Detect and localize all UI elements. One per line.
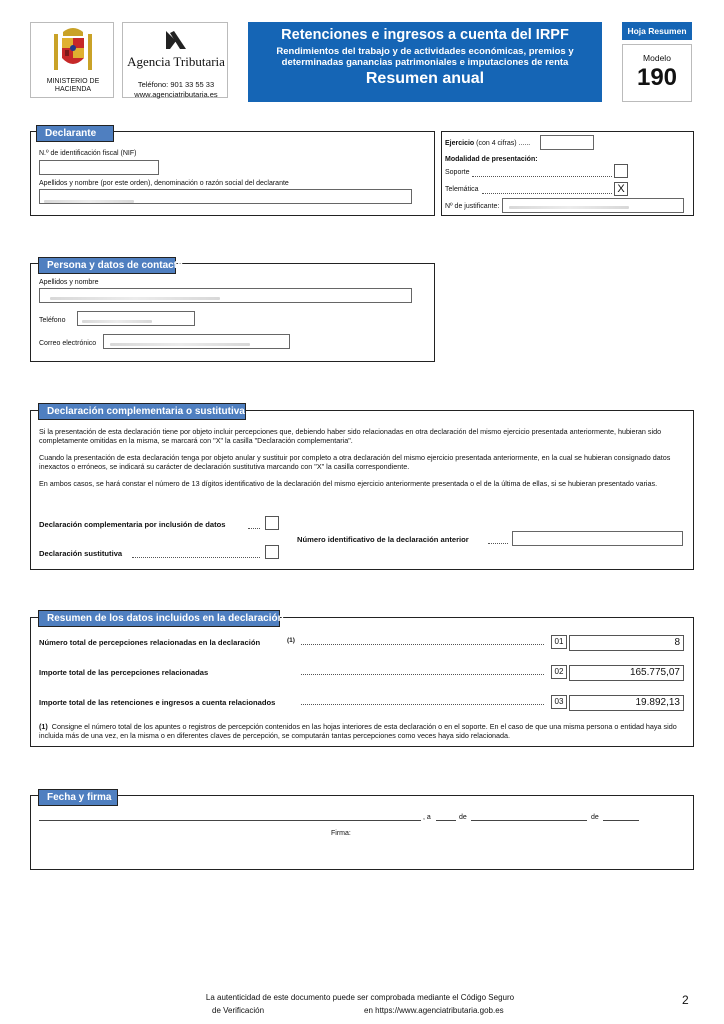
firma-section bbox=[30, 795, 694, 870]
model-box bbox=[622, 44, 692, 102]
justificante-field[interactable] bbox=[502, 198, 684, 213]
page-number: 2 bbox=[682, 993, 689, 1007]
firma-month-field[interactable] bbox=[471, 810, 587, 821]
contacto-email-label: Correo electrónico bbox=[39, 340, 97, 347]
ejercicio-section bbox=[441, 131, 694, 216]
contacto-email-field[interactable] bbox=[103, 334, 290, 349]
firma-label: Firma: bbox=[331, 830, 351, 837]
resumen-row-label: Importe total de las percepciones relacionadas bbox=[39, 668, 209, 677]
complementaria-checkbox[interactable] bbox=[265, 516, 279, 530]
agency-website: www.agenciatributaria.es bbox=[134, 90, 218, 99]
model-label: Modelo bbox=[643, 53, 671, 63]
resumen-row bbox=[31, 634, 695, 650]
firma-de-label-1: de bbox=[459, 814, 467, 821]
telematica-checkbox[interactable]: X bbox=[614, 182, 628, 196]
coat-of-arms-icon bbox=[51, 26, 95, 76]
agency-logo-icon bbox=[164, 29, 188, 51]
resumen-footnote: (1) Consigne el número total de los apuntes o registros de percepción contenidos en las hojas interiores de esta declaración o en el soporte. En el caso de que una misma persona o entidad haya sido incluida más de una vez, en la misma o en diferentes claves de percepción, se computarán tantas percepciones como veces haya sido relacionada. bbox=[39, 722, 677, 740]
prev-declaration-field[interactable] bbox=[512, 531, 683, 546]
nif-field[interactable] bbox=[39, 160, 159, 175]
resumen-row-note: (1) bbox=[287, 637, 295, 644]
resumen-row-code: 03 bbox=[551, 695, 567, 709]
complementaria-checkbox-label: Declaración complementaria por inclusión de datos bbox=[39, 520, 226, 529]
sheet-label: Hoja Resumen bbox=[622, 22, 692, 40]
resumen-row-value[interactable]: 8 bbox=[569, 635, 684, 651]
firma-tab: Fecha y firma bbox=[38, 789, 118, 806]
declarante-name-label: Apellidos y nombre (por este orden), denominación o razón social del declarante bbox=[39, 180, 289, 187]
resumen-tab: Resumen de los datos incluidos en la declaración bbox=[38, 610, 280, 627]
contacto-tab: Persona y datos de contacto bbox=[38, 257, 176, 274]
agency-name: Agencia Tributaria bbox=[127, 54, 225, 69]
form-subtitle-2: determinadas ganancias patrimoniales e imputaciones de renta bbox=[281, 57, 569, 68]
resumen-row-code: 01 bbox=[551, 635, 567, 649]
resumen-row-value[interactable]: 165.775,07 bbox=[569, 665, 684, 681]
ministry-logo-box bbox=[30, 22, 114, 98]
contacto-phone-label: Teléfono bbox=[39, 317, 66, 324]
resumen-row bbox=[31, 664, 695, 680]
resumen-row-value[interactable]: 19.892,13 bbox=[569, 695, 684, 711]
footer-verification-line1: La autenticidad de este documento puede ser comprobada mediante el Código Seguro bbox=[205, 993, 515, 1002]
sustitutiva-checkbox-label: Declaración sustitutiva bbox=[39, 549, 123, 558]
firma-de-label-2: de bbox=[591, 814, 599, 821]
footer-verification-line2b: en https://www.agenciatributaria.gob.es bbox=[364, 1006, 504, 1015]
form-title-summary: Resumen anual bbox=[365, 70, 485, 87]
complementaria-p2: Cuando la presentación de esta declaración tenga por objeto anular y sustituir por completo a otra declaración del mismo ejercicio presentada anteriormente, en la cual se hubieran consignado datos inexactos o erróneos, se indicará su carácter de declaración sustitutiva marcando con "X" la casilla correspondiente. bbox=[39, 453, 671, 471]
agency-phone: Teléfono: 901 33 55 33 bbox=[137, 80, 215, 89]
modalidad-label: Modalidad de presentación: bbox=[445, 156, 538, 163]
complementaria-p1: Si la presentación de esta declaración tiene por objeto incluir percepciones que, debiendo haber sido relacionadas en otra declaración del mismo ejercicio presentada anteriormente, hubieran sido completamente omitidas en la misma, se marcará con "X" la casilla "Declaración complementaria". bbox=[39, 427, 662, 445]
contacto-name-field[interactable] bbox=[39, 288, 412, 303]
ejercicio-label: Ejercicio (con 4 cifras) ...... bbox=[445, 140, 531, 147]
form-title: Retenciones e ingresos a cuenta del IRPF bbox=[281, 27, 569, 43]
contacto-section bbox=[30, 263, 435, 362]
resumen-row-code: 02 bbox=[551, 665, 567, 679]
justificante-label: Nº de justificante: bbox=[445, 203, 500, 210]
declarante-section bbox=[30, 131, 435, 216]
resumen-row-label: Número total de percepciones relacionadas en la declaración bbox=[39, 638, 261, 647]
contacto-phone-field[interactable] bbox=[77, 311, 195, 326]
firma-a-label: , a bbox=[423, 814, 431, 821]
resumen-section bbox=[30, 617, 694, 747]
sustitutiva-checkbox[interactable] bbox=[265, 545, 279, 559]
firma-year-field[interactable] bbox=[603, 810, 639, 821]
resumen-row bbox=[31, 694, 695, 710]
form-subtitle-1: Rendimientos del trabajo y de actividades económicas, premios y bbox=[276, 46, 574, 57]
agency-box bbox=[122, 22, 228, 98]
complementaria-p3: En ambos casos, se hará constar el número de 13 dígitos identificativo de la declaración del mismo ejercicio anteriormente presentada o el de la última de ellas, si se hubieran presentado varias. bbox=[39, 479, 658, 488]
soporte-checkbox[interactable] bbox=[614, 164, 628, 178]
form-title-box bbox=[248, 22, 602, 102]
declarante-name-field[interactable] bbox=[39, 189, 412, 204]
prev-declaration-label: Número identificativo de la declaración anterior bbox=[297, 535, 469, 544]
soporte-label: Soporte bbox=[445, 169, 470, 176]
nif-label: N.º de identificación fiscal (NIF) bbox=[39, 150, 137, 157]
complementaria-tab: Declaración complementaria o sustitutiva bbox=[38, 403, 246, 420]
telematica-label: Telemática bbox=[445, 186, 479, 193]
contacto-name-label: Apellidos y nombre bbox=[39, 279, 99, 286]
model-number: 190 bbox=[636, 64, 678, 91]
ministry-name: MINISTERIO DE HACIENDA bbox=[46, 78, 100, 93]
ejercicio-field[interactable] bbox=[540, 135, 594, 150]
complementaria-section bbox=[30, 410, 694, 570]
footer-verification-line2a: de Verificación bbox=[212, 1006, 265, 1015]
resumen-row-label: Importe total de las retenciones e ingresos a cuenta relacionados bbox=[39, 698, 276, 707]
firma-day-field[interactable] bbox=[436, 810, 456, 821]
declarante-tab: Declarante bbox=[36, 125, 114, 142]
